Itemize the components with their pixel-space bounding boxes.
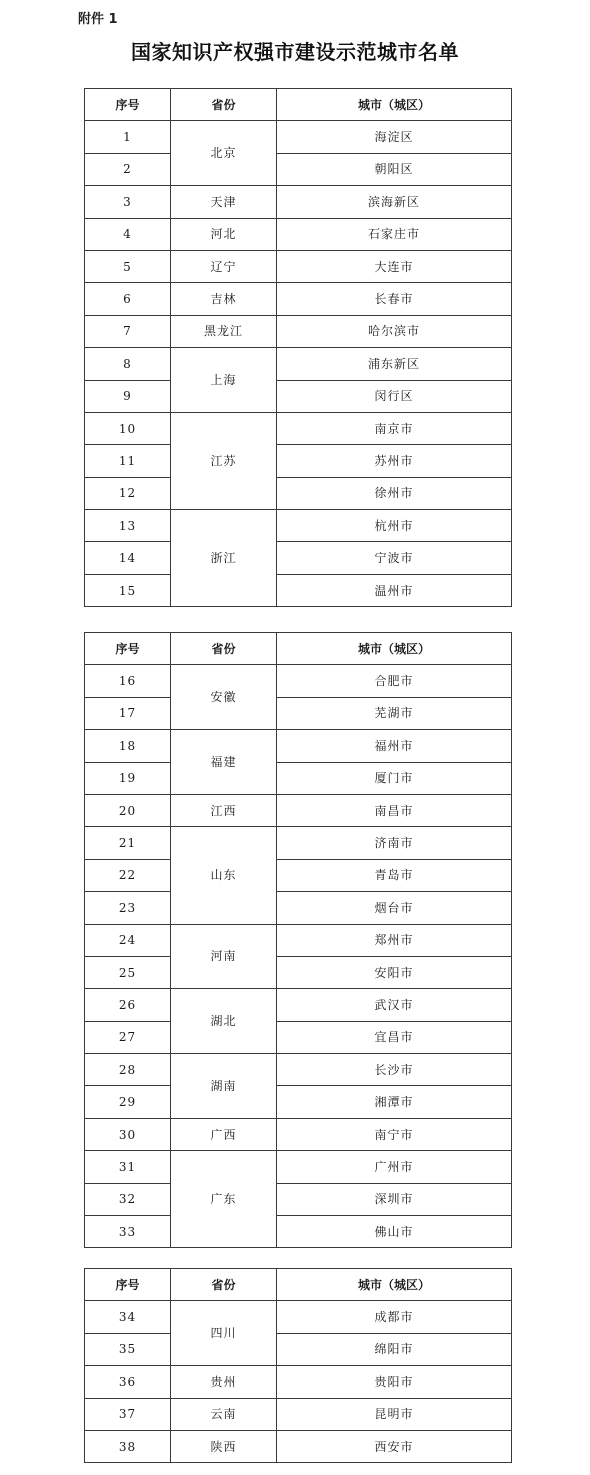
- table-row: [85, 1118, 512, 1150]
- attachment-label: 附件 1: [78, 12, 118, 27]
- city-cell: 朝阳区: [277, 153, 512, 185]
- city-cell: 贵阳市: [277, 1366, 512, 1398]
- city-cell: 大连市: [277, 250, 512, 282]
- table-row: [85, 348, 512, 380]
- city-cell: 青岛市: [277, 859, 512, 891]
- province-cell: 河北: [171, 218, 277, 250]
- city-cell: 绵阳市: [277, 1333, 512, 1365]
- table-row: [85, 1086, 512, 1118]
- city-cell: 浦东新区: [277, 348, 512, 380]
- city-cell: 哈尔滨市: [277, 315, 512, 347]
- province-cell: 山东: [171, 827, 277, 924]
- city-cell: 福州市: [277, 730, 512, 762]
- table-row: [85, 989, 512, 1021]
- table-row: [85, 153, 512, 185]
- row-number: 29: [85, 1086, 171, 1118]
- table-row: [85, 956, 512, 988]
- row-number: 36: [85, 1366, 171, 1398]
- header-number: 序号: [85, 1269, 171, 1301]
- row-number: 28: [85, 1054, 171, 1086]
- header-number: 序号: [85, 89, 171, 121]
- header-city: 城市（城区）: [277, 1269, 512, 1301]
- row-number: 2: [85, 153, 171, 185]
- table-row: [85, 250, 512, 282]
- table-row: [85, 1021, 512, 1053]
- province-cell: 江苏: [171, 412, 277, 509]
- city-cell: 深圳市: [277, 1183, 512, 1215]
- province-cell: 广西: [171, 1118, 277, 1150]
- row-number: 38: [85, 1430, 171, 1462]
- province-cell: 云南: [171, 1398, 277, 1430]
- city-cell: 南宁市: [277, 1118, 512, 1150]
- table-row: [85, 315, 512, 347]
- table-row: [85, 121, 512, 153]
- province-cell: 河南: [171, 924, 277, 989]
- city-cell: 闵行区: [277, 380, 512, 412]
- table-row: [85, 445, 512, 477]
- row-number: 35: [85, 1333, 171, 1365]
- city-cell: 滨海新区: [277, 186, 512, 218]
- table-header-row: [85, 89, 512, 121]
- table-row: [85, 218, 512, 250]
- table-row: [85, 510, 512, 542]
- header-number: 序号: [85, 633, 171, 665]
- row-number: 18: [85, 730, 171, 762]
- city-cell: 佛山市: [277, 1216, 512, 1248]
- row-number: 6: [85, 283, 171, 315]
- city-cell: 长春市: [277, 283, 512, 315]
- table-row: [85, 730, 512, 762]
- province-cell: 四川: [171, 1301, 277, 1366]
- city-table: [84, 1268, 512, 1463]
- table-row: [85, 574, 512, 606]
- province-cell: 安徽: [171, 665, 277, 730]
- row-number: 7: [85, 315, 171, 347]
- city-cell: 宁波市: [277, 542, 512, 574]
- row-number: 19: [85, 762, 171, 794]
- province-cell: 吉林: [171, 283, 277, 315]
- province-cell: 贵州: [171, 1366, 277, 1398]
- city-cell: 安阳市: [277, 956, 512, 988]
- row-number: 33: [85, 1216, 171, 1248]
- city-cell: 长沙市: [277, 1054, 512, 1086]
- city-table: [84, 88, 512, 607]
- city-cell: 广州市: [277, 1151, 512, 1183]
- row-number: 4: [85, 218, 171, 250]
- header-city: 城市（城区）: [277, 89, 512, 121]
- row-number: 8: [85, 348, 171, 380]
- row-number: 32: [85, 1183, 171, 1215]
- row-number: 37: [85, 1398, 171, 1430]
- row-number: 13: [85, 510, 171, 542]
- table-row: [85, 1398, 512, 1430]
- row-number: 22: [85, 859, 171, 891]
- row-number: 23: [85, 892, 171, 924]
- city-cell: 石家庄市: [277, 218, 512, 250]
- row-number: 34: [85, 1301, 171, 1333]
- city-cell: 杭州市: [277, 510, 512, 542]
- city-cell: 厦门市: [277, 762, 512, 794]
- city-cell: 烟台市: [277, 892, 512, 924]
- row-number: 1: [85, 121, 171, 153]
- row-number: 25: [85, 956, 171, 988]
- city-cell: 温州市: [277, 574, 512, 606]
- row-number: 26: [85, 989, 171, 1021]
- table-body: [85, 121, 512, 607]
- table-row: [85, 697, 512, 729]
- table-row: [85, 1430, 512, 1462]
- row-number: 10: [85, 412, 171, 444]
- city-cell: 芜湖市: [277, 697, 512, 729]
- table-row: [85, 542, 512, 574]
- table-row: [85, 892, 512, 924]
- table-row: [85, 1301, 512, 1333]
- row-number: 27: [85, 1021, 171, 1053]
- row-number: 12: [85, 477, 171, 509]
- province-cell: 辽宁: [171, 250, 277, 282]
- table-row: [85, 762, 512, 794]
- table-row: [85, 859, 512, 891]
- province-cell: 上海: [171, 348, 277, 413]
- table-body: [85, 665, 512, 1248]
- row-number: 3: [85, 186, 171, 218]
- city-cell: 郑州市: [277, 924, 512, 956]
- table-row: [85, 1366, 512, 1398]
- table-row: [85, 186, 512, 218]
- row-number: 11: [85, 445, 171, 477]
- table-row: [85, 283, 512, 315]
- table-row: [85, 1333, 512, 1365]
- header-province: 省份: [171, 1269, 277, 1301]
- row-number: 24: [85, 924, 171, 956]
- table-row: [85, 1151, 512, 1183]
- row-number: 31: [85, 1151, 171, 1183]
- row-number: 15: [85, 574, 171, 606]
- city-cell: 西安市: [277, 1430, 512, 1462]
- table-body: [85, 1301, 512, 1463]
- row-number: 9: [85, 380, 171, 412]
- province-cell: 陕西: [171, 1430, 277, 1462]
- table-row: [85, 412, 512, 444]
- city-cell: 南京市: [277, 412, 512, 444]
- city-cell: 成都市: [277, 1301, 512, 1333]
- row-number: 21: [85, 827, 171, 859]
- table-row: [85, 380, 512, 412]
- city-cell: 南昌市: [277, 794, 512, 826]
- city-cell: 海淀区: [277, 121, 512, 153]
- table-row: [85, 1216, 512, 1248]
- province-cell: 湖北: [171, 989, 277, 1054]
- row-number: 5: [85, 250, 171, 282]
- header-province: 省份: [171, 89, 277, 121]
- row-number: 14: [85, 542, 171, 574]
- province-cell: 福建: [171, 730, 277, 795]
- header-province: 省份: [171, 633, 277, 665]
- city-cell: 徐州市: [277, 477, 512, 509]
- page-title: 国家知识产权强市建设示范城市名单: [131, 40, 459, 64]
- province-cell: 湖南: [171, 1054, 277, 1119]
- city-cell: 湘潭市: [277, 1086, 512, 1118]
- city-cell: 苏州市: [277, 445, 512, 477]
- table-row: [85, 1054, 512, 1086]
- city-cell: 合肥市: [277, 665, 512, 697]
- province-cell: 天津: [171, 186, 277, 218]
- province-cell: 北京: [171, 121, 277, 186]
- table-header-row: [85, 633, 512, 665]
- header-city: 城市（城区）: [277, 633, 512, 665]
- city-cell: 济南市: [277, 827, 512, 859]
- row-number: 16: [85, 665, 171, 697]
- province-cell: 黑龙江: [171, 315, 277, 347]
- table-header-row: [85, 1269, 512, 1301]
- province-cell: 江西: [171, 794, 277, 826]
- table-row: [85, 1183, 512, 1215]
- province-cell: 广东: [171, 1151, 277, 1248]
- province-cell: 浙江: [171, 510, 277, 607]
- city-table: [84, 632, 512, 1248]
- table-row: [85, 477, 512, 509]
- city-cell: 宜昌市: [277, 1021, 512, 1053]
- city-cell: 昆明市: [277, 1398, 512, 1430]
- table-row: [85, 827, 512, 859]
- row-number: 30: [85, 1118, 171, 1150]
- city-cell: 武汉市: [277, 989, 512, 1021]
- row-number: 17: [85, 697, 171, 729]
- table-row: [85, 665, 512, 697]
- row-number: 20: [85, 794, 171, 826]
- table-row: [85, 924, 512, 956]
- table-row: [85, 794, 512, 826]
